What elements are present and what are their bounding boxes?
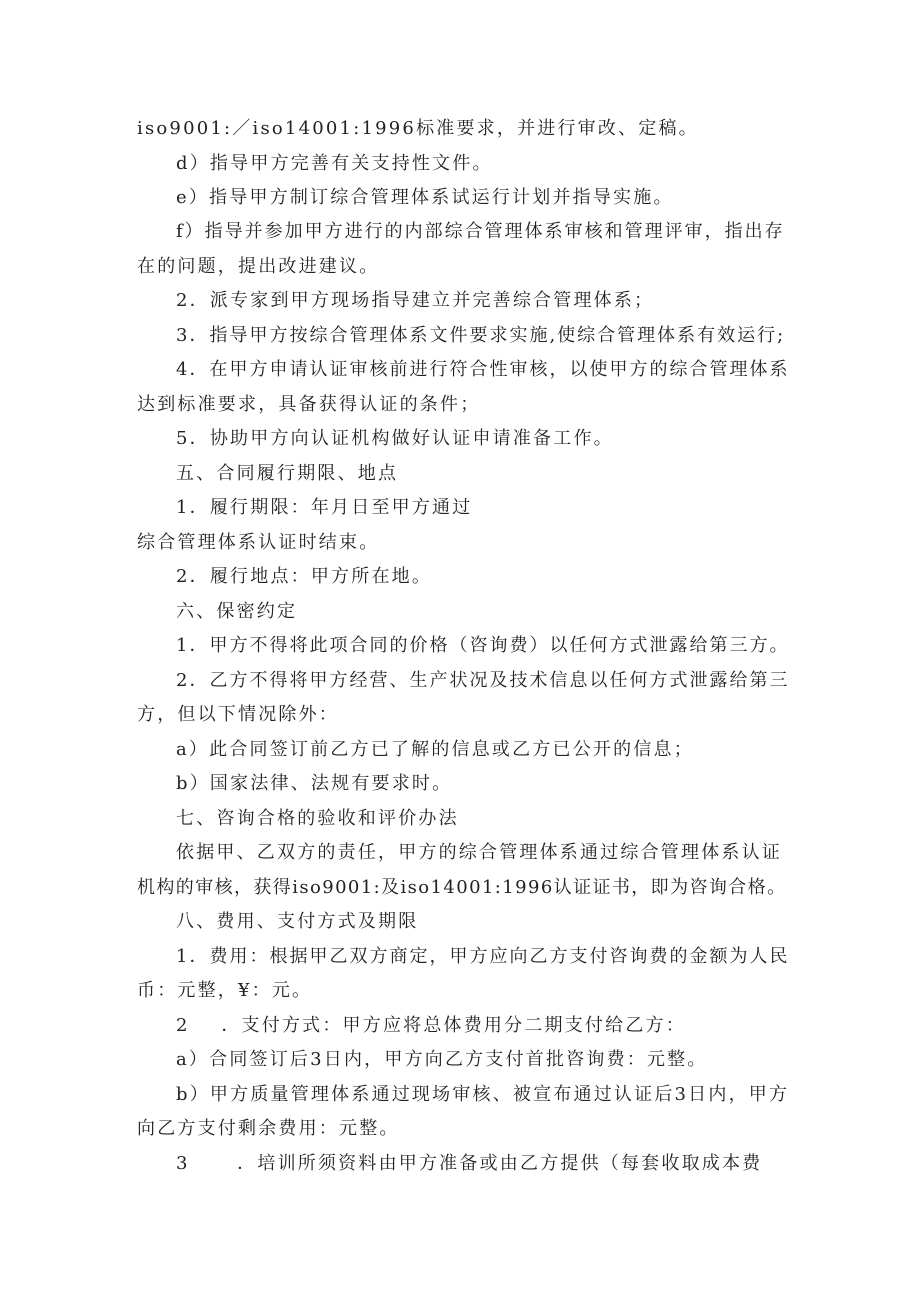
- text-line: 4．在甲方申请认证审核前进行符合性审核，以使甲方的综合管理体系: [176, 359, 790, 380]
- section-heading: 五、合同履行期限、地点: [176, 463, 399, 484]
- text-line: f）指导并参加甲方进行的内部综合管理体系审核和管理评审，指出存: [176, 221, 785, 242]
- text-line: d）指导甲方完善有关支持性文件。: [176, 153, 493, 174]
- text-line: 2 ．支付方式：甲方应将总体费用分二期支付给乙方：: [176, 1015, 686, 1036]
- text-line: 方，但以下情况除外：: [137, 704, 339, 725]
- text-line: 1．费用：根据甲乙双方商定，甲方应向乙方支付咨询费的金额为人民: [176, 946, 790, 967]
- text-line: 2．乙方不得将甲方经营、生产状况及技术信息以任何方式泄露给第三: [176, 670, 790, 691]
- text-line: 综合管理体系认证时结束。: [137, 532, 380, 553]
- text-line: 2．派专家到甲方现场指导建立并完善综合管理体系；: [176, 290, 655, 311]
- text-line: 在的问题，提出改进建议。: [137, 256, 380, 277]
- section-heading: 七、咨询合格的验收和评价办法: [176, 808, 459, 829]
- text-line: 机构的审核，获得iso9001:及iso14001:1996认证证书，即为咨询合格。: [137, 877, 787, 898]
- text-line: e）指导甲方制订综合管理体系试运行计划并指导实施。: [176, 187, 674, 208]
- text-line: 3 ．培训所须资料由甲方准备或由乙方提供（每套收取成本费: [176, 1153, 763, 1174]
- text-line: b）国家法律、法规有要求时。: [176, 773, 453, 794]
- text-line: 1．履行期限：年月日至甲方通过: [176, 497, 473, 518]
- text-line: b）甲方质量管理体系通过现场审核、被宣布通过认证后3日内，甲方: [176, 1084, 790, 1105]
- section-heading: 八、费用、支付方式及期限: [176, 911, 419, 932]
- text-line: 3．指导甲方按综合管理体系文件要求实施,使综合管理体系有效运行;: [176, 325, 786, 346]
- text-line: 向乙方支付剩余费用：元整。: [137, 1118, 400, 1139]
- section-heading: 六、保密约定: [176, 601, 298, 622]
- text-line: 达到标准要求，具备获得认证的条件；: [137, 394, 481, 415]
- text-line: iso9001:／iso14001:1996标准要求，并进行审改、定稿。: [137, 118, 699, 139]
- text-line: a）合同签订后3日内，甲方向乙方支付首批咨询费：元整。: [176, 1049, 708, 1070]
- text-line: 2．履行地点：甲方所在地。: [176, 566, 433, 587]
- text-line: a）此合同签订前乙方已了解的信息或乙方已公开的信息；: [176, 739, 694, 760]
- text-line: 币：元整，¥：元。: [137, 980, 313, 1001]
- text-line: 依据甲、乙双方的责任，甲方的综合管理体系通过综合管理体系认证: [176, 842, 782, 863]
- text-line: 5．协助甲方向认证机构做好认证申请准备工作。: [176, 428, 614, 449]
- text-line: 1．甲方不得将此项合同的价格（咨询费）以任何方式泄露给第三方。: [176, 635, 790, 656]
